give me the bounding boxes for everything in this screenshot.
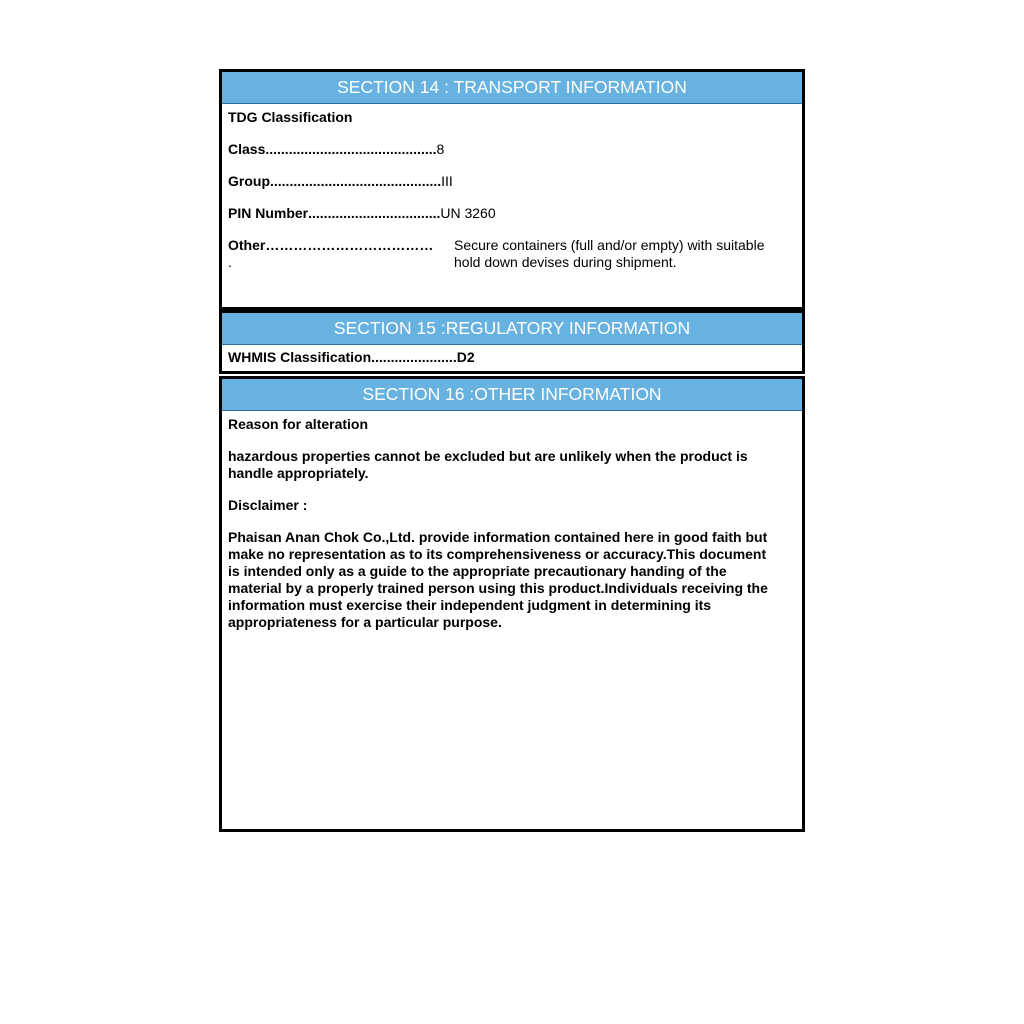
disclaimer-title: Disclaimer :	[228, 497, 308, 513]
group-value: III	[441, 173, 453, 189]
reason-title: Reason for alteration	[228, 416, 369, 432]
other-label: Other	[228, 237, 266, 253]
whmis-dots: ......................	[371, 349, 457, 365]
class-dots: ............................................	[265, 141, 437, 157]
other-dot: .	[228, 254, 232, 270]
section-14-box	[219, 69, 805, 310]
pin-value: UN 3260	[440, 205, 496, 221]
group-label: Group	[228, 173, 270, 189]
other-row	[228, 237, 796, 271]
other-value: Secure containers (full and/or empty) with suitable hold down devises during shipment.	[454, 237, 765, 270]
class-row	[228, 141, 796, 158]
group-dots: ............................................	[270, 173, 442, 189]
other-dots: ………………………………	[265, 237, 434, 253]
section-16-header: SECTION 16 :OTHER INFORMATION	[222, 379, 802, 411]
pin-label: PIN Number	[228, 205, 309, 221]
reason-text: hazardous properties cannot be excluded but are unlikely when the product is handle appropriately.	[228, 448, 748, 481]
group-row	[228, 173, 796, 190]
section-15-header: SECTION 15 :REGULATORY INFORMATION	[222, 313, 802, 345]
pin-dots: ..................................	[308, 205, 441, 221]
tdg-classification-title: TDG Classification	[228, 109, 353, 125]
disclaimer-text: Phaisan Anan Chok Co.,Ltd. provide information contained here in good faith but make no representation as to its comprehensiveness or accuracy.This document is intended only as a guide to the appropriate precautionary handing of the material by a properly trained person using this product.Individuals receiving the information must exercise their independent judgment in determining its appropriateness for a particular purpose.	[228, 529, 768, 630]
whmis-value: D2	[456, 349, 475, 365]
class-value: 8	[436, 141, 445, 157]
class-label: Class	[228, 141, 266, 157]
whmis-row	[228, 349, 796, 366]
section-16-box	[219, 376, 805, 832]
pin-row	[228, 205, 796, 222]
section-14-header: SECTION 14 : TRANSPORT INFORMATION	[222, 72, 802, 104]
whmis-label: WHMIS Classification	[228, 349, 372, 365]
section-15-box	[219, 310, 805, 374]
